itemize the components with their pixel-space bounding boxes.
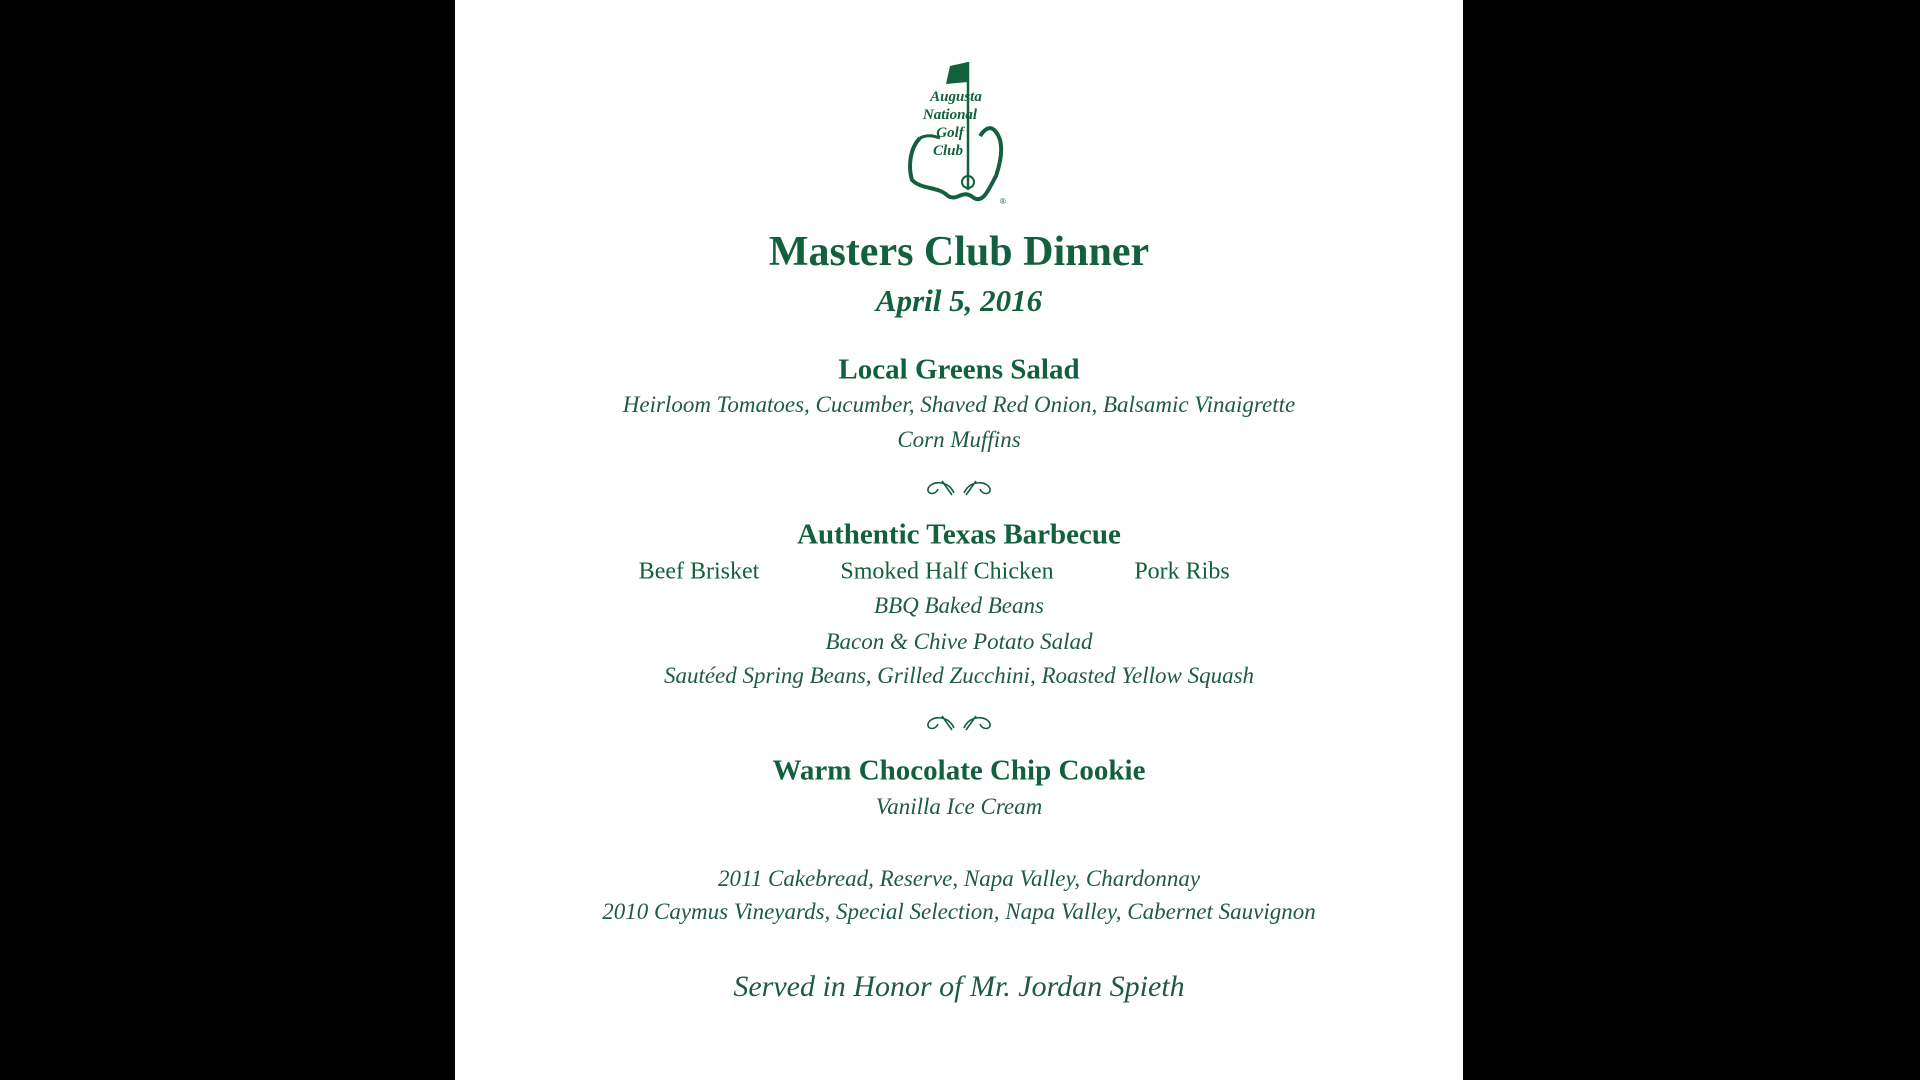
augusta-national-logo (900, 58, 1020, 208)
ornament-divider-icon (455, 475, 1463, 499)
page-title: Masters Club Dinner (768, 229, 1150, 275)
svg-text:Club: Club (932, 143, 964, 159)
course-item: Bacon & Chive Potato Salad (825, 629, 1093, 654)
svg-text:Golf: Golf (936, 125, 964, 141)
main-item: Beef Brisket (638, 558, 760, 585)
wine-item: 2011 Cakebread, Reserve, Napa Valley, Chardonnay (717, 866, 1201, 891)
course-item: Vanilla Ice Cream (875, 794, 1043, 819)
dinner-date: April 5, 2016 (875, 283, 1043, 318)
svg-text:Augusta: Augusta (930, 89, 982, 105)
course-item: BBQ Baked Beans (874, 593, 1044, 618)
svg-text:National: National (922, 107, 978, 123)
main-item: Pork Ribs (1134, 558, 1230, 585)
course-item: Sautéed Spring Beans, Grilled Zucchini, Roasted Yellow Squash (663, 663, 1255, 688)
course-title: Warm Chocolate Chip Cookie (772, 754, 1146, 787)
main-item: Smoked Half Chicken (840, 558, 1054, 585)
course-item: Corn Muffins (897, 427, 1021, 452)
honor-line: Served in Honor of Mr. Jordan Spieth (733, 970, 1185, 1003)
menu-page (455, 0, 1463, 1080)
svg-text:®: ® (1000, 197, 1006, 206)
course-title: Local Greens Salad (838, 353, 1080, 386)
course-title: Authentic Texas Barbecue (797, 518, 1121, 551)
course-item: Heirloom Tomatoes, Cucumber, Shaved Red Onion, Balsamic Vinaigrette (622, 392, 1296, 417)
ornament-divider-icon (455, 710, 1463, 734)
wine-item: 2010 Caymus Vineyards, Special Selection, Napa Valley, Cabernet Sauvignon (602, 899, 1316, 924)
